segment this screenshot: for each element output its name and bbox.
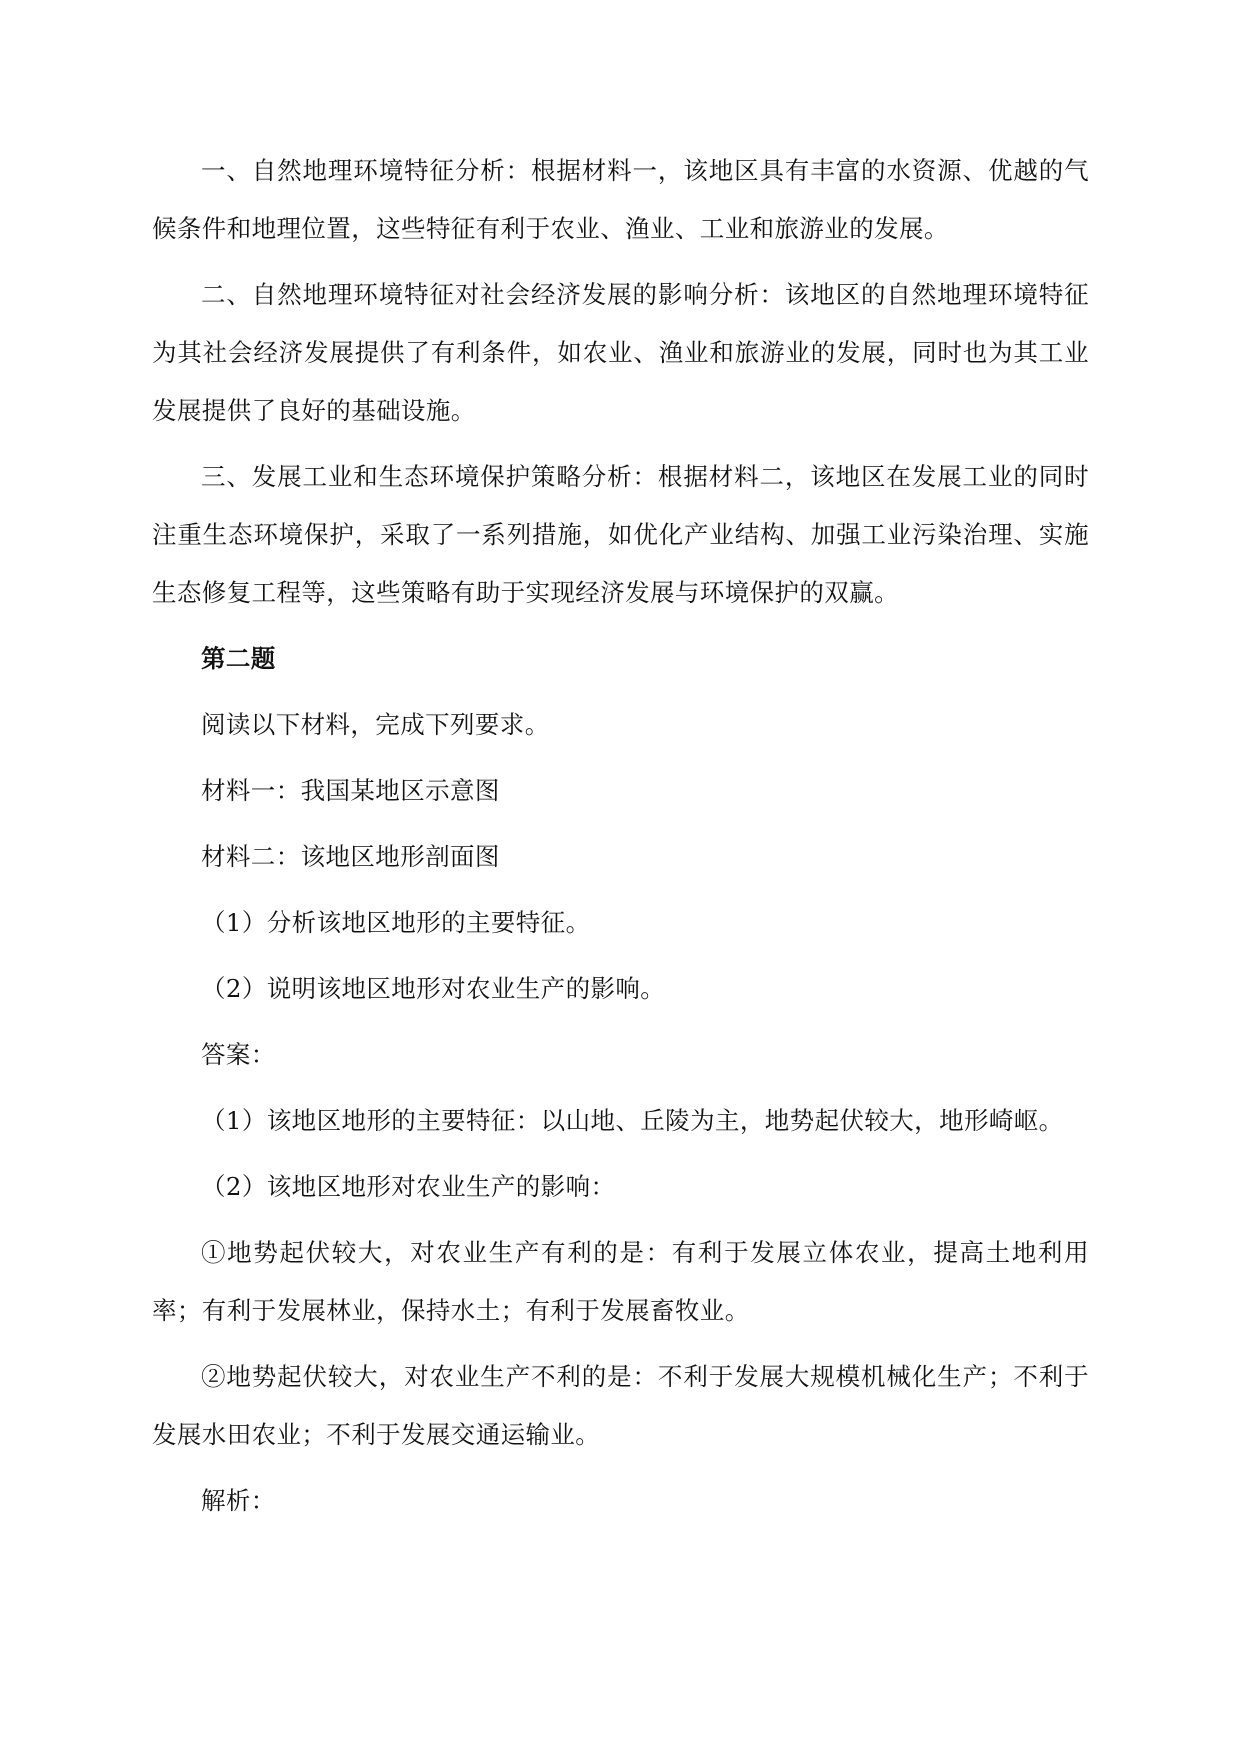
answer-point-1: ①地势起伏较大，对农业生产有利的是：有利于发展立体农业，提高土地利用率；有利于发展林业，保持水土；有利于发展畜牧业。 bbox=[152, 1238, 1089, 1325]
answer-point-2: ②地势起伏较大，对农业生产不利的是：不利于发展大规模机械化生产；不利于发展水田农业；不利于发展交通运输业。 bbox=[152, 1362, 1089, 1449]
question-instruction: 阅读以下材料，完成下列要求。 bbox=[201, 710, 550, 739]
analysis-paragraph-2: 二、自然地理环境特征对社会经济发展的影响分析：该地区的自然地理环境特征为其社会经济发展提供了有利条件，如农业、渔业和旅游业的发展，同时也为其工业发展提供了良好的基础设施。 bbox=[152, 280, 1089, 425]
question-part-2: （2）说明该地区地形对农业生产的影响。 bbox=[201, 974, 666, 1003]
material-1: 材料一：我国某地区示意图 bbox=[201, 776, 500, 805]
material-2: 材料二：该地区地形剖面图 bbox=[201, 842, 500, 871]
answer-part-1: （1）该地区地形的主要特征：以山地、丘陵为主，地势起伏较大，地形崎岖。 bbox=[201, 1106, 1064, 1135]
analysis-paragraph-3: 三、发展工业和生态环境保护策略分析：根据材料二，该地区在发展工业的同时注重生态环境保护，采取了一系列措施，如优化产业结构、加强工业污染治理、实施生态修复工程等，这些策略有助于实现经济发展与环境保护的双赢。 bbox=[152, 462, 1089, 607]
question-part-1: （1）分析该地区地形的主要特征。 bbox=[201, 908, 591, 937]
document-page bbox=[152, 142, 1089, 1530]
answer-part-2: （2）该地区地形对农业生产的影响： bbox=[201, 1172, 616, 1201]
question-heading: 第二题 bbox=[201, 644, 276, 673]
analysis-paragraph-1: 一、自然地理环境特征分析：根据材料一，该地区具有丰富的水资源、优越的气候条件和地理位置，这些特征有利于农业、渔业、工业和旅游业的发展。 bbox=[152, 156, 1089, 243]
answer-label: 答案： bbox=[201, 1040, 276, 1069]
explanation-label: 解析： bbox=[201, 1486, 276, 1515]
